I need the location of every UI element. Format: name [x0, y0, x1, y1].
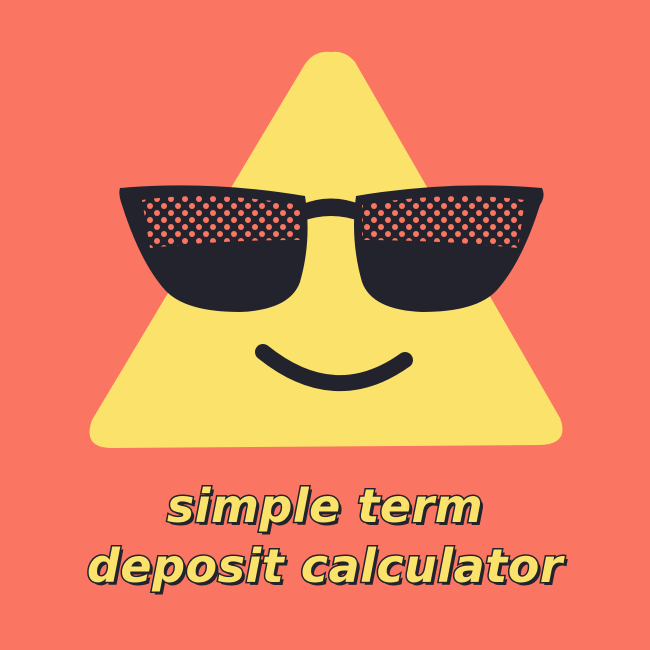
title-line-1: simple term: [166, 479, 484, 533]
title-line-2: deposit calculator: [87, 539, 563, 593]
